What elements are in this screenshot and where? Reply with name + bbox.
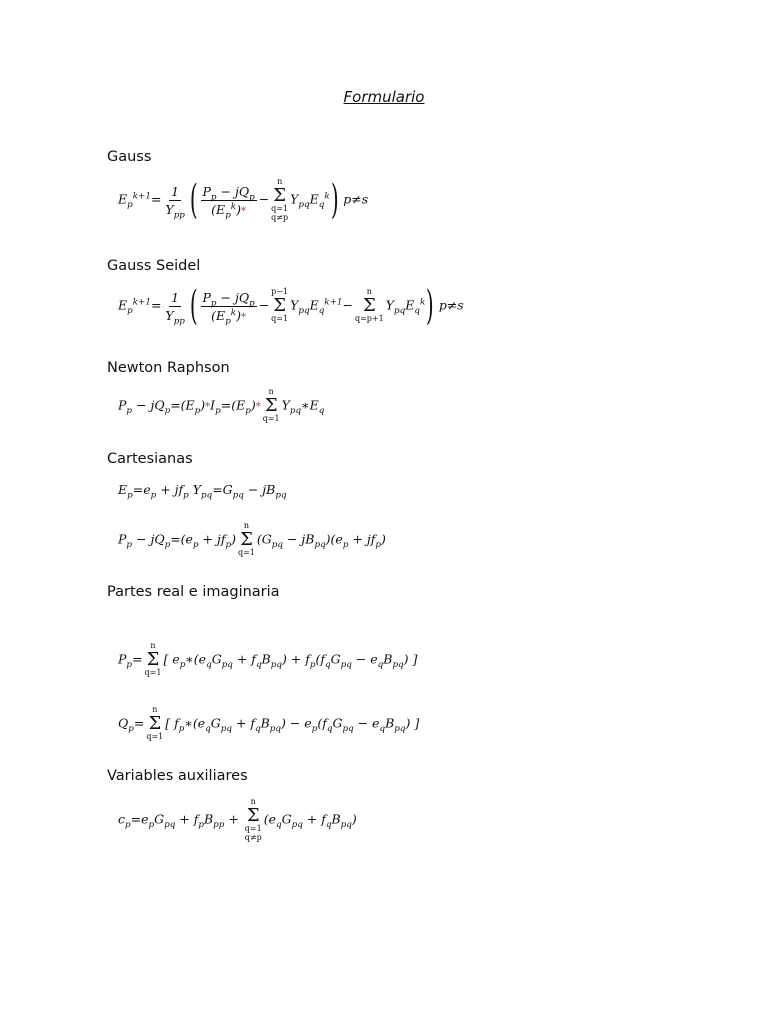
heading-newton-raphson: Newton Raphson (107, 360, 230, 376)
equation-cartesianas-1: $E_p=e_p + jf_p$ $Y_{pq}=G_{pq} - jB_{pq}$ (118, 482, 287, 501)
equation-gauss: $E_p^{k+1}=$ $\frac{1}{Y_{pp}}$ ( $\frac{P_p - jQ_p}{(E_p^k)*}$ − n Σ q=1 q≠p $Y_{pq}E_q^k$) p≠s (118, 177, 369, 224)
heading-cartesianas: Cartesianas (107, 451, 193, 467)
document-title: Formulario (343, 88, 425, 106)
equation-newton-raphson: $P_p - jQ_p=(E_p)*I_p=(E_p)*$ n Σ q=1 $Y_{pq}∗E_q$ (118, 387, 325, 423)
equation-partes-real: $P_p=$ n Σ q=1 [ $e_p∗(e_qG_{pq} + f_qB_{pq}) + f_p(f_qG_{pq} - e_qB_{pq})$ ] (118, 641, 418, 677)
heading-variables-auxiliares: Variables auxiliares (107, 768, 248, 784)
equation-partes-imag: $Q_p=$ n Σ q=1 [ $f_p∗(e_qG_{pq} + f_qB_{pq}) - e_p(f_qG_{pq} - e_qB_{pq})$ ] (118, 705, 420, 741)
heading-partes: Partes real e imaginaria (107, 584, 280, 600)
equation-gauss-seidel: $E_p^{k+1}=$ $\frac{1}{Y_{pp}}$ ( $\frac{P_p - jQ_p}{(E_p^k)*}$ − p−1 Σ q=1 $Y_{pq}E_q^{k+1}-$ n Σ q=p+1 $Y_{pq}E_q^k$) p≠s (118, 283, 464, 329)
heading-gauss: Gauss (107, 149, 152, 165)
equation-cartesianas-2: $P_p - jQ_p=(e_p + jf_p)$ n Σ q=1 $(G_{pq} - jB_{pq})(e_p + jf_p)$ (118, 521, 386, 557)
equation-variables-auxiliares: $c_p=e_pG_{pq} + f_pB_{pp}$ + n Σ q=1 q≠p $(e_qG_{pq} + f_qB_{pq})$ (118, 797, 357, 842)
heading-gauss-seidel: Gauss Seidel (107, 258, 201, 274)
